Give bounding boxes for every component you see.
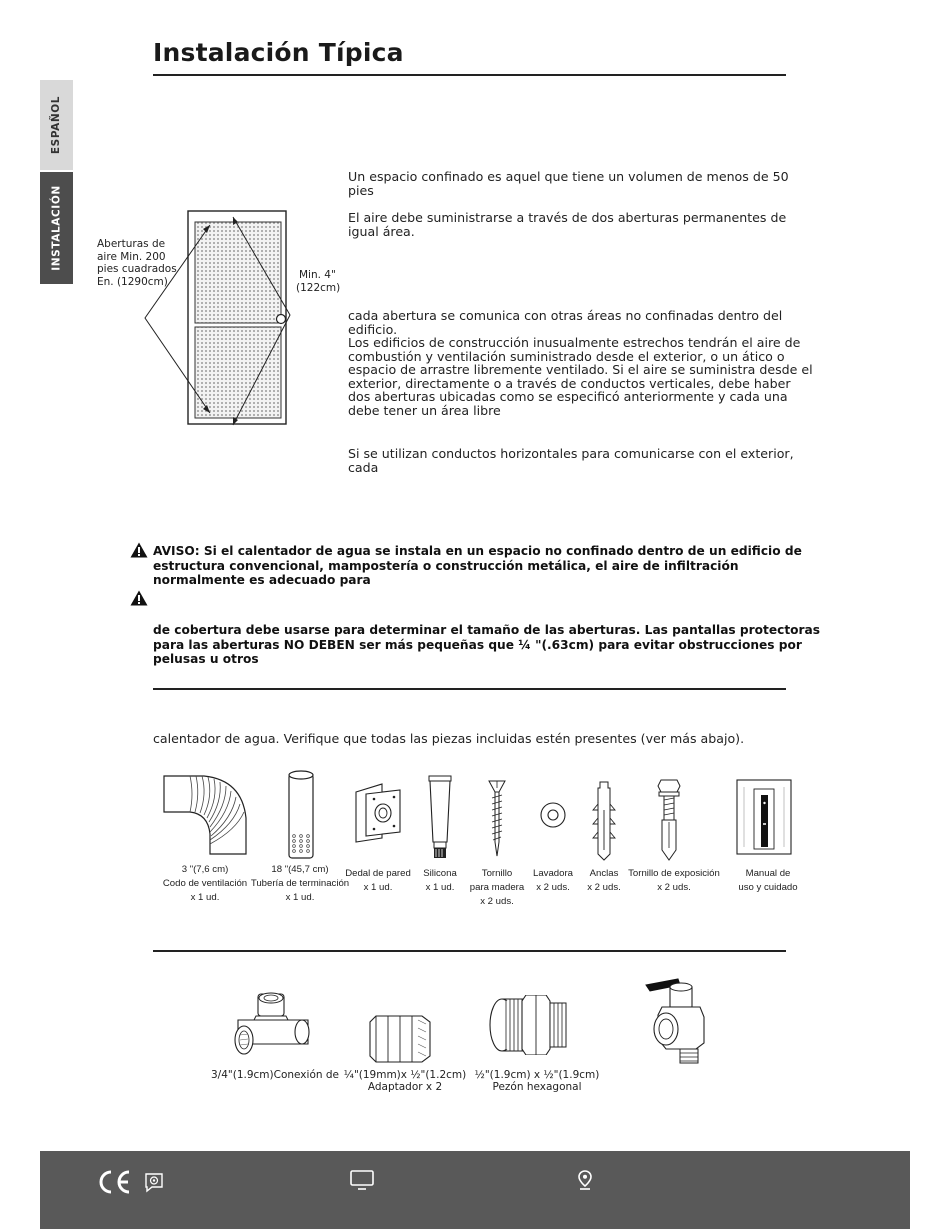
hex-nipple-icon <box>488 995 570 1055</box>
min-distance-label: Min. 4" (122cm) <box>296 269 341 294</box>
manual-icon <box>736 779 792 855</box>
footer-bar <box>40 1151 910 1229</box>
relief-valve-icon <box>640 977 712 1067</box>
ce-mark-icon <box>96 1169 132 1195</box>
paragraph-confined-space: Un espacio confinado es aquel que tiene un volumen de menos de 50 pies <box>348 169 789 198</box>
part-label: Silicona x 1 ud. <box>423 868 457 893</box>
location-pin-icon <box>577 1169 593 1191</box>
adapter-icon <box>368 1010 434 1072</box>
lower-vent-panel <box>195 327 281 418</box>
wall-thimble-icon <box>352 782 404 844</box>
section-tab[interactable] <box>40 172 73 284</box>
part-label: Lavadora x 2 uds. <box>532 868 573 893</box>
part-label: Manual de uso y cuidado <box>738 868 798 893</box>
tee-connection-icon <box>232 990 314 1064</box>
air-openings-label: Aberturas de aire Min. 200 pies cuadrados En. (1290cm) <box>97 238 177 288</box>
termination-pipe-icon <box>284 768 318 860</box>
language-tab[interactable] <box>40 80 73 170</box>
paragraph-tight-construction: Los edificios de construcción inusualmente estrechos tendrán el aire de combustión y ventilación suministrado desde el exterior, o un ático o espacio de arrastre libremente ventilado. Si el aire se suministra desde el exterior, directamente o a través de conductos verticales, debe haber dos aberturas ubicadas como se especificó anteriormente y cada una debe tener un área libre <box>348 335 813 418</box>
paragraph-opening-communicates: cada abertura se comunica con otras áreas no confinadas dentro del edificio. <box>348 308 783 337</box>
part-label: Anclas x 2 uds. <box>587 868 621 893</box>
vent-elbow-icon <box>160 770 250 860</box>
door-knob <box>277 315 286 324</box>
warning-icon <box>130 542 148 558</box>
paragraph-two-openings: El aire debe suministrarse a través de dos aberturas permanentes de igual área. <box>348 210 787 239</box>
cobertura-warning-text: de cobertura debe usarse para determinar el tamaño de las aberturas. Las pantallas protectoras para las aberturas NO DEBEN ser más pequeñas que ¼ "(.63cm) para evitar obstrucciones por pelusas u otros <box>153 623 821 666</box>
silicone-tube-icon <box>425 774 455 862</box>
part-label: Tornillo de exposición x 2 uds. <box>628 868 720 893</box>
monitor-icon <box>349 1169 375 1191</box>
language-tab-label: ESPAÑOL <box>50 95 63 155</box>
wood-screw-icon <box>487 778 507 858</box>
section-tab-label: INSTALACIÓN <box>50 185 63 271</box>
part-label: 18 "(45,7 cm) Tubería de terminación x 1 ud. <box>250 864 350 903</box>
section-rule <box>153 950 786 952</box>
upper-vent-panel <box>195 222 281 323</box>
parts-intro: calentador de agua. Verifique que todas las piezas incluidas estén presentes (ver más abajo). <box>153 731 745 746</box>
expansion-bolt-icon <box>652 778 686 864</box>
paragraph-horizontal-ducts: Si se utilizan conductos horizontales para comunicarse con el exterior, cada <box>348 446 794 475</box>
fitting-label: 3/4"(1.9cm)Conexión de <box>211 1069 339 1081</box>
warning-icon <box>130 590 148 606</box>
fitting-label: ¼"(19mm)x ½"(1.2cm) Adaptador x 2 <box>343 1069 467 1093</box>
aviso-warning-text: AVISO: Si el calentador de agua se instala en un espacio no confinado dentro de un edificio de estructura convencional, mampostería o construcción metálica, el aire de infiltración normalmente es adecuado para <box>153 544 802 587</box>
certification-icon <box>143 1171 165 1193</box>
part-label: 3 "(7,6 cm) Codo de ventilación x 1 ud. <box>162 864 248 903</box>
fitting-label: ½"(1.9cm) x ½"(1.9cm) Pezón hexagonal <box>474 1069 600 1093</box>
part-label: Dedal de pared x 1 ud. <box>345 868 411 893</box>
part-label: Tornillo para madera x 2 uds. <box>469 868 525 907</box>
section-rule <box>153 688 786 690</box>
page-title: Instalación Típica <box>153 38 404 67</box>
anchor-icon <box>590 780 618 862</box>
title-rule <box>153 74 786 76</box>
washer-icon <box>538 800 568 830</box>
